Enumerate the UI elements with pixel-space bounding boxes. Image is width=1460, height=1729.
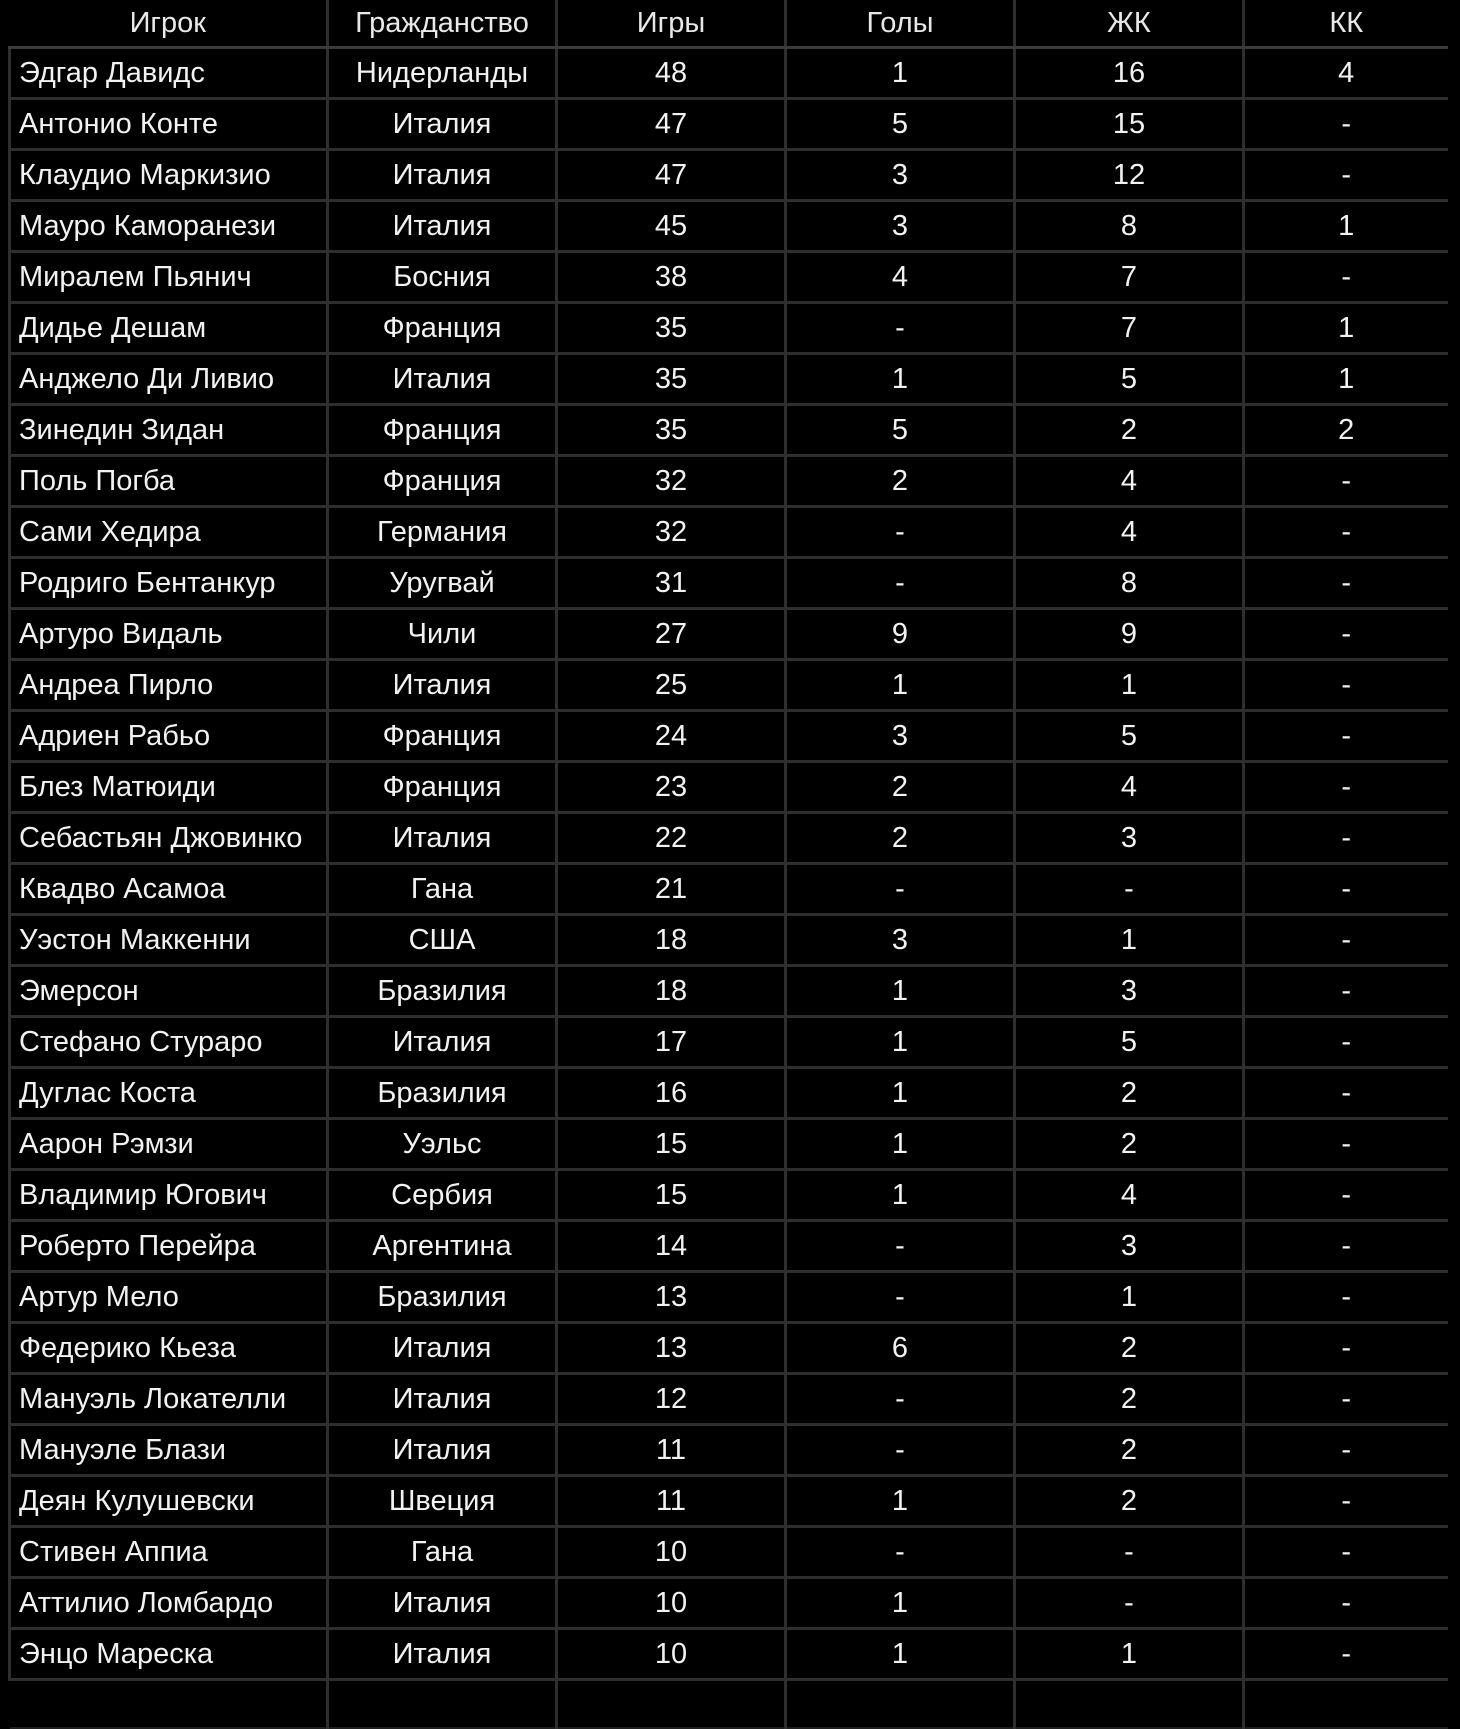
citizenship-cell: Бразилия	[328, 1068, 557, 1119]
player-name-cell: Сами Хедира	[10, 507, 328, 558]
games-cell: 47	[557, 99, 786, 150]
table-row	[10, 1323, 1448, 1374]
goals-cell: 3	[786, 915, 1015, 966]
player-name-cell: Энцо Мареска	[10, 1629, 328, 1680]
games-cell: 47	[557, 150, 786, 201]
player-name-cell: Антонио Конте	[10, 99, 328, 150]
goals-cell: 1	[786, 1578, 1015, 1629]
empty-cell	[328, 1680, 557, 1729]
yellow-cards-cell: 2	[1015, 1476, 1244, 1527]
player-name-cell: Мауро Каморанези	[10, 201, 328, 252]
citizenship-cell: Чили	[328, 609, 557, 660]
red-cards-cell: -	[1244, 1323, 1448, 1374]
empty-cell	[786, 1680, 1015, 1729]
goals-cell: -	[786, 1425, 1015, 1476]
table-row	[10, 966, 1448, 1017]
player-name-cell: Владимир Югович	[10, 1170, 328, 1221]
table-row	[10, 150, 1448, 201]
citizenship-cell: Сербия	[328, 1170, 557, 1221]
player-name-cell: Стивен Аппиа	[10, 1527, 328, 1578]
player-name-cell: Себастьян Джовинко	[10, 813, 328, 864]
red-cards-cell: 1	[1244, 303, 1448, 354]
games-cell: 32	[557, 507, 786, 558]
games-cell: 18	[557, 915, 786, 966]
red-cards-cell: -	[1244, 150, 1448, 201]
citizenship-cell: Италия	[328, 99, 557, 150]
player-stats-table	[8, 0, 1448, 1729]
games-cell: 25	[557, 660, 786, 711]
goals-cell: -	[786, 507, 1015, 558]
yellow-cards-cell: 5	[1015, 711, 1244, 762]
goals-cell: 2	[786, 762, 1015, 813]
goals-cell: -	[786, 864, 1015, 915]
table-row	[10, 456, 1448, 507]
citizenship-cell: Италия	[328, 1323, 557, 1374]
citizenship-cell: США	[328, 915, 557, 966]
red-cards-cell: 1	[1244, 201, 1448, 252]
citizenship-cell: Уругвай	[328, 558, 557, 609]
red-cards-cell: -	[1244, 456, 1448, 507]
table-row	[10, 201, 1448, 252]
citizenship-cell: Италия	[328, 813, 557, 864]
table-row	[10, 99, 1448, 150]
citizenship-cell: Германия	[328, 507, 557, 558]
citizenship-cell: Бразилия	[328, 1272, 557, 1323]
red-cards-cell: -	[1244, 660, 1448, 711]
goals-cell: -	[786, 303, 1015, 354]
header-red-cards: КК	[1244, 0, 1448, 48]
yellow-cards-cell: 2	[1015, 1425, 1244, 1476]
games-cell: 15	[557, 1119, 786, 1170]
yellow-cards-cell: -	[1015, 1527, 1244, 1578]
red-cards-cell: -	[1244, 1119, 1448, 1170]
red-cards-cell: -	[1244, 813, 1448, 864]
table-row	[10, 1068, 1448, 1119]
table-row	[10, 1578, 1448, 1629]
goals-cell: -	[786, 1221, 1015, 1272]
citizenship-cell: Уэльс	[328, 1119, 557, 1170]
header-yellow-cards: ЖК	[1015, 0, 1244, 48]
citizenship-cell: Нидерланды	[328, 48, 557, 99]
games-cell: 18	[557, 966, 786, 1017]
table-row	[10, 48, 1448, 99]
citizenship-cell: Франция	[328, 762, 557, 813]
table-row	[10, 558, 1448, 609]
citizenship-cell: Италия	[328, 201, 557, 252]
goals-cell: 1	[786, 660, 1015, 711]
red-cards-cell: -	[1244, 711, 1448, 762]
goals-cell: 1	[786, 1476, 1015, 1527]
games-cell: 31	[557, 558, 786, 609]
player-name-cell: Роберто Перейра	[10, 1221, 328, 1272]
yellow-cards-cell: 4	[1015, 762, 1244, 813]
games-cell: 24	[557, 711, 786, 762]
player-name-cell: Квадво Асамоа	[10, 864, 328, 915]
red-cards-cell: -	[1244, 507, 1448, 558]
games-cell: 32	[557, 456, 786, 507]
games-cell: 10	[557, 1629, 786, 1680]
player-name-cell: Федерико Кьеза	[10, 1323, 328, 1374]
table-row	[10, 303, 1448, 354]
games-cell: 14	[557, 1221, 786, 1272]
red-cards-cell: -	[1244, 762, 1448, 813]
citizenship-cell: Италия	[328, 150, 557, 201]
goals-cell: 3	[786, 201, 1015, 252]
red-cards-cell: -	[1244, 864, 1448, 915]
goals-cell: -	[786, 1272, 1015, 1323]
games-cell: 15	[557, 1170, 786, 1221]
header-citizenship: Гражданство	[328, 0, 557, 48]
red-cards-cell: -	[1244, 558, 1448, 609]
player-name-cell: Стефано Стураро	[10, 1017, 328, 1068]
red-cards-cell: -	[1244, 252, 1448, 303]
player-name-cell: Андреа Пирло	[10, 660, 328, 711]
red-cards-cell: 4	[1244, 48, 1448, 99]
table-row	[10, 813, 1448, 864]
yellow-cards-cell: 7	[1015, 303, 1244, 354]
goals-cell: 1	[786, 1629, 1015, 1680]
player-name-cell: Мануэль Локателли	[10, 1374, 328, 1425]
table-row	[10, 1272, 1448, 1323]
games-cell: 38	[557, 252, 786, 303]
player-name-cell: Анджело Ди Ливио	[10, 354, 328, 405]
table-row	[10, 1425, 1448, 1476]
player-name-cell: Родриго Бентанкур	[10, 558, 328, 609]
goals-cell: 2	[786, 813, 1015, 864]
goals-cell: 1	[786, 966, 1015, 1017]
player-name-cell: Уэстон Маккенни	[10, 915, 328, 966]
player-name-cell: Мануэле Блази	[10, 1425, 328, 1476]
citizenship-cell: Бразилия	[328, 966, 557, 1017]
red-cards-cell: -	[1244, 966, 1448, 1017]
header-goals: Голы	[786, 0, 1015, 48]
yellow-cards-cell: 4	[1015, 1170, 1244, 1221]
table-row	[10, 1527, 1448, 1578]
citizenship-cell: Италия	[328, 660, 557, 711]
player-name-cell: Эдгар Давидс	[10, 48, 328, 99]
citizenship-cell: Италия	[328, 1578, 557, 1629]
games-cell: 13	[557, 1272, 786, 1323]
empty-cell	[10, 1680, 328, 1729]
table-row	[10, 507, 1448, 558]
header-row	[10, 0, 1448, 48]
goals-cell: 5	[786, 405, 1015, 456]
table-row	[10, 660, 1448, 711]
citizenship-cell: Франция	[328, 405, 557, 456]
games-cell: 21	[557, 864, 786, 915]
games-cell: 23	[557, 762, 786, 813]
player-name-cell: Аттилио Ломбардо	[10, 1578, 328, 1629]
games-cell: 35	[557, 303, 786, 354]
games-cell: 27	[557, 609, 786, 660]
red-cards-cell: -	[1244, 99, 1448, 150]
table-row	[10, 405, 1448, 456]
player-name-cell: Аарон Рэмзи	[10, 1119, 328, 1170]
citizenship-cell: Франция	[328, 711, 557, 762]
goals-cell: 3	[786, 711, 1015, 762]
goals-cell: 1	[786, 354, 1015, 405]
table-row	[10, 1374, 1448, 1425]
yellow-cards-cell: 4	[1015, 456, 1244, 507]
empty-cell	[1244, 1680, 1448, 1729]
table-row	[10, 252, 1448, 303]
goals-cell: 9	[786, 609, 1015, 660]
games-cell: 10	[557, 1527, 786, 1578]
yellow-cards-cell: 3	[1015, 813, 1244, 864]
citizenship-cell: Италия	[328, 1374, 557, 1425]
yellow-cards-cell: 5	[1015, 1017, 1244, 1068]
citizenship-cell: Аргентина	[328, 1221, 557, 1272]
goals-cell: -	[786, 1374, 1015, 1425]
citizenship-cell: Босния	[328, 252, 557, 303]
player-name-cell: Клаудио Маркизио	[10, 150, 328, 201]
yellow-cards-cell: -	[1015, 864, 1244, 915]
table-row	[10, 1476, 1448, 1527]
yellow-cards-cell: 1	[1015, 1272, 1244, 1323]
citizenship-cell: Гана	[328, 1527, 557, 1578]
goals-cell: 5	[786, 99, 1015, 150]
table-body	[10, 48, 1448, 1729]
goals-cell: -	[786, 558, 1015, 609]
table-row	[10, 1629, 1448, 1680]
empty-cell	[1015, 1680, 1244, 1729]
citizenship-cell: Италия	[328, 1017, 557, 1068]
table-row	[10, 609, 1448, 660]
citizenship-cell: Франция	[328, 303, 557, 354]
games-cell: 45	[557, 201, 786, 252]
games-cell: 22	[557, 813, 786, 864]
games-cell: 16	[557, 1068, 786, 1119]
yellow-cards-cell: 5	[1015, 354, 1244, 405]
goals-cell: 2	[786, 456, 1015, 507]
red-cards-cell: -	[1244, 1578, 1448, 1629]
player-name-cell: Артуро Видаль	[10, 609, 328, 660]
goals-cell: 1	[786, 1119, 1015, 1170]
red-cards-cell: -	[1244, 1221, 1448, 1272]
yellow-cards-cell: 2	[1015, 1119, 1244, 1170]
games-cell: 48	[557, 48, 786, 99]
goals-cell: -	[786, 1527, 1015, 1578]
red-cards-cell: -	[1244, 1527, 1448, 1578]
citizenship-cell: Италия	[328, 1629, 557, 1680]
red-cards-cell: -	[1244, 1068, 1448, 1119]
player-name-cell: Блез Матюиди	[10, 762, 328, 813]
table-row	[10, 354, 1448, 405]
table-row	[10, 1170, 1448, 1221]
goals-cell: 6	[786, 1323, 1015, 1374]
player-name-cell: Миралем Пьянич	[10, 252, 328, 303]
header-player: Игрок	[10, 0, 328, 48]
yellow-cards-cell: 2	[1015, 405, 1244, 456]
goals-cell: 1	[786, 1068, 1015, 1119]
games-cell: 13	[557, 1323, 786, 1374]
yellow-cards-cell: 1	[1015, 660, 1244, 711]
citizenship-cell: Швеция	[328, 1476, 557, 1527]
yellow-cards-cell: 3	[1015, 1221, 1244, 1272]
goals-cell: 1	[786, 48, 1015, 99]
player-name-cell: Деян Кулушевски	[10, 1476, 328, 1527]
citizenship-cell: Италия	[328, 354, 557, 405]
yellow-cards-cell: 12	[1015, 150, 1244, 201]
player-name-cell: Дуглас Коста	[10, 1068, 328, 1119]
table-row	[10, 915, 1448, 966]
red-cards-cell: 1	[1244, 354, 1448, 405]
table-row	[10, 711, 1448, 762]
goals-cell: 3	[786, 150, 1015, 201]
player-name-cell: Артур Мело	[10, 1272, 328, 1323]
yellow-cards-cell: 2	[1015, 1374, 1244, 1425]
yellow-cards-cell: 9	[1015, 609, 1244, 660]
yellow-cards-cell: 1	[1015, 915, 1244, 966]
yellow-cards-cell: 7	[1015, 252, 1244, 303]
red-cards-cell: -	[1244, 1476, 1448, 1527]
games-cell: 12	[557, 1374, 786, 1425]
player-name-cell: Адриен Рабьо	[10, 711, 328, 762]
goals-cell: 1	[786, 1170, 1015, 1221]
table-row	[10, 762, 1448, 813]
table-row	[10, 864, 1448, 915]
games-cell: 35	[557, 354, 786, 405]
citizenship-cell: Франция	[328, 456, 557, 507]
player-name-cell: Эмерсон	[10, 966, 328, 1017]
yellow-cards-cell: 8	[1015, 558, 1244, 609]
red-cards-cell: -	[1244, 609, 1448, 660]
yellow-cards-cell: 16	[1015, 48, 1244, 99]
citizenship-cell: Италия	[328, 1425, 557, 1476]
games-cell: 11	[557, 1476, 786, 1527]
red-cards-cell: -	[1244, 1374, 1448, 1425]
red-cards-cell: -	[1244, 1425, 1448, 1476]
empty-row	[10, 1680, 1448, 1729]
red-cards-cell: -	[1244, 1017, 1448, 1068]
yellow-cards-cell: 8	[1015, 201, 1244, 252]
header-games: Игры	[557, 0, 786, 48]
yellow-cards-cell: 1	[1015, 1629, 1244, 1680]
player-name-cell: Зинедин Зидан	[10, 405, 328, 456]
games-cell: 17	[557, 1017, 786, 1068]
yellow-cards-cell: 2	[1015, 1068, 1244, 1119]
goals-cell: 4	[786, 252, 1015, 303]
player-name-cell: Дидье Дешам	[10, 303, 328, 354]
games-cell: 11	[557, 1425, 786, 1476]
red-cards-cell: -	[1244, 1629, 1448, 1680]
red-cards-cell: -	[1244, 915, 1448, 966]
table-row	[10, 1017, 1448, 1068]
red-cards-cell: 2	[1244, 405, 1448, 456]
yellow-cards-cell: 3	[1015, 966, 1244, 1017]
red-cards-cell: -	[1244, 1272, 1448, 1323]
stats-sheet	[8, 0, 1446, 1729]
games-cell: 35	[557, 405, 786, 456]
yellow-cards-cell: -	[1015, 1578, 1244, 1629]
games-cell: 10	[557, 1578, 786, 1629]
yellow-cards-cell: 15	[1015, 99, 1244, 150]
player-name-cell: Поль Погба	[10, 456, 328, 507]
citizenship-cell: Гана	[328, 864, 557, 915]
red-cards-cell: -	[1244, 1170, 1448, 1221]
table-row	[10, 1119, 1448, 1170]
table-row	[10, 1221, 1448, 1272]
yellow-cards-cell: 4	[1015, 507, 1244, 558]
goals-cell: 1	[786, 1017, 1015, 1068]
yellow-cards-cell: 2	[1015, 1323, 1244, 1374]
empty-cell	[557, 1680, 786, 1729]
